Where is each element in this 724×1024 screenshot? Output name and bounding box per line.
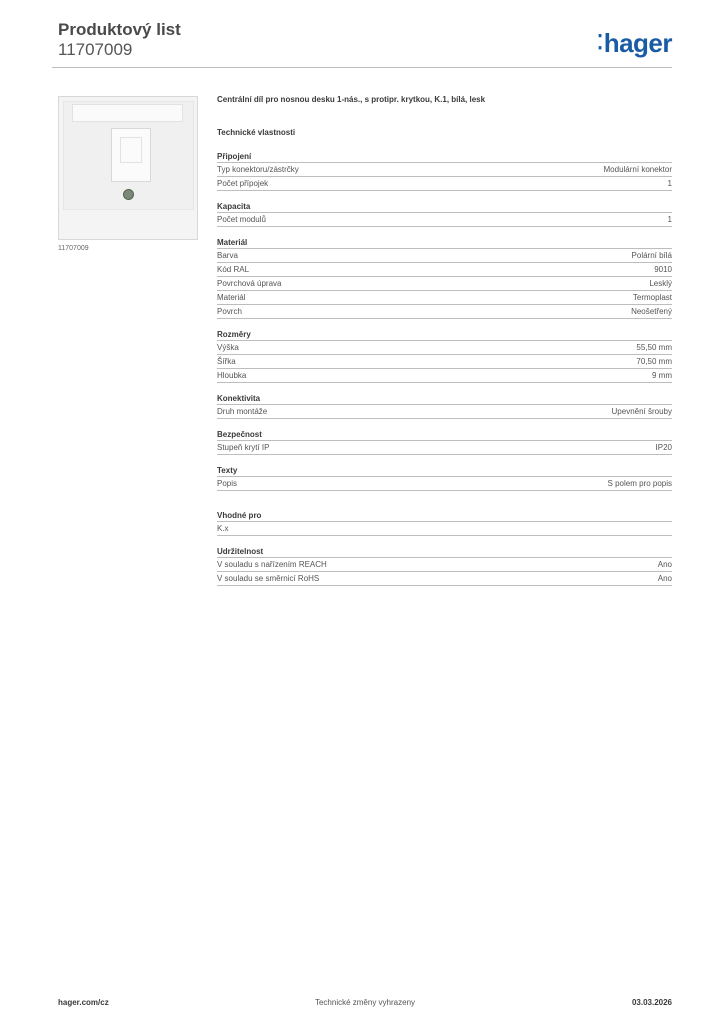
spec-row bbox=[217, 558, 672, 572]
spec-row bbox=[217, 213, 672, 227]
spec-label: Typ konektoru/zástrčky bbox=[217, 165, 299, 174]
spec-value: Lesklý bbox=[649, 279, 672, 288]
section-title: Připojení bbox=[217, 151, 672, 163]
spec-row bbox=[217, 355, 672, 369]
section-title: Vhodné pro bbox=[217, 510, 672, 522]
spec-row bbox=[217, 305, 672, 319]
footer-website-link[interactable]: hager.com/cz bbox=[58, 998, 109, 1007]
cover-plate-icon bbox=[63, 101, 194, 210]
spec-label: Počet modulů bbox=[217, 215, 266, 224]
screw-icon bbox=[123, 189, 134, 200]
section-title: Kapacita bbox=[217, 201, 672, 213]
document-title: Produktový list bbox=[58, 20, 181, 39]
spec-label: Popis bbox=[217, 479, 238, 488]
section-title: Konektivita bbox=[217, 393, 672, 405]
spec-value: Ano bbox=[657, 574, 672, 583]
spec-label: Kód RAL bbox=[217, 265, 250, 274]
spec-value: 9 mm bbox=[652, 371, 672, 380]
spec-section bbox=[217, 429, 672, 455]
product-number: 11707009 bbox=[58, 40, 133, 59]
product-image-caption: 11707009 bbox=[58, 245, 89, 252]
spec-label: V souladu s nařízením REACH bbox=[217, 560, 327, 569]
socket-opening-icon bbox=[111, 128, 151, 182]
hager-logo bbox=[597, 28, 672, 59]
spec-label: Druh montáže bbox=[217, 407, 268, 416]
spec-row bbox=[217, 441, 672, 455]
spec-value: Termoplast bbox=[632, 293, 672, 302]
spec-sections bbox=[217, 151, 672, 586]
spec-section bbox=[217, 546, 672, 586]
spec-row bbox=[217, 369, 672, 383]
spec-value: Neošetřený bbox=[631, 307, 672, 316]
spec-label: V souladu se směrnicí RoHS bbox=[217, 574, 320, 583]
spec-label: Stupeň krytí IP bbox=[217, 443, 270, 452]
spec-label: Povrchová úprava bbox=[217, 279, 282, 288]
spec-row bbox=[217, 263, 672, 277]
spec-value: IP20 bbox=[655, 443, 672, 452]
spec-label: Výška bbox=[217, 343, 239, 352]
spec-label: K.x bbox=[217, 524, 229, 533]
section-title: Rozměry bbox=[217, 329, 672, 341]
logo-dots-icon: ⁚ bbox=[596, 32, 603, 54]
spec-row bbox=[217, 249, 672, 263]
section-title: Bezpečnost bbox=[217, 429, 672, 441]
spec-label: Barva bbox=[217, 251, 238, 260]
spec-section bbox=[217, 393, 672, 419]
spec-label: Materiál bbox=[217, 293, 246, 302]
document-header bbox=[58, 20, 181, 60]
spec-section bbox=[217, 329, 672, 383]
tech-heading: Technické vlastnosti bbox=[217, 128, 296, 137]
spec-value: Modulární konektor bbox=[603, 165, 672, 174]
spec-row bbox=[217, 341, 672, 355]
spec-row bbox=[217, 163, 672, 177]
section-title: Materiál bbox=[217, 237, 672, 249]
spec-label: Počet přípojek bbox=[217, 179, 269, 188]
spec-section bbox=[217, 465, 672, 491]
product-description: Centrální díl pro nosnou desku 1-nás., s protipr. krytkou, K.1, bílá, lesk bbox=[217, 95, 486, 104]
spec-value: 70,50 mm bbox=[636, 357, 672, 366]
footer-date: 03.03.2026 bbox=[631, 998, 672, 1007]
spec-row bbox=[217, 477, 672, 491]
section-title: Texty bbox=[217, 465, 672, 477]
spec-row bbox=[217, 277, 672, 291]
spec-value: 1 bbox=[667, 179, 672, 188]
spec-label: Šířka bbox=[217, 357, 236, 366]
spec-section bbox=[217, 151, 672, 191]
spec-section bbox=[217, 237, 672, 319]
footer-note: Technické změny vyhrazeny bbox=[314, 998, 416, 1007]
spec-section bbox=[217, 510, 672, 536]
spec-content bbox=[217, 95, 672, 596]
spec-row bbox=[217, 572, 672, 586]
spec-value: 1 bbox=[667, 215, 672, 224]
spec-value: 9010 bbox=[654, 265, 672, 274]
spec-value: Ano bbox=[657, 560, 672, 569]
header-divider bbox=[52, 67, 672, 68]
spec-value: Upevnění šrouby bbox=[611, 407, 672, 416]
product-image bbox=[58, 96, 198, 240]
spec-row bbox=[217, 177, 672, 191]
logo-text: hager bbox=[603, 28, 672, 58]
spec-section bbox=[217, 201, 672, 227]
spec-label: Povrch bbox=[217, 307, 242, 316]
spec-row bbox=[217, 405, 672, 419]
spec-label: Hloubka bbox=[217, 371, 247, 380]
section-title: Udržitelnost bbox=[217, 546, 672, 558]
spec-row bbox=[217, 522, 672, 536]
spec-row bbox=[217, 291, 672, 305]
spec-value: 55,50 mm bbox=[636, 343, 672, 352]
label-field-icon bbox=[72, 104, 183, 122]
spec-value: Polární bílá bbox=[631, 251, 672, 260]
spec-value: S polem pro popis bbox=[607, 479, 672, 488]
